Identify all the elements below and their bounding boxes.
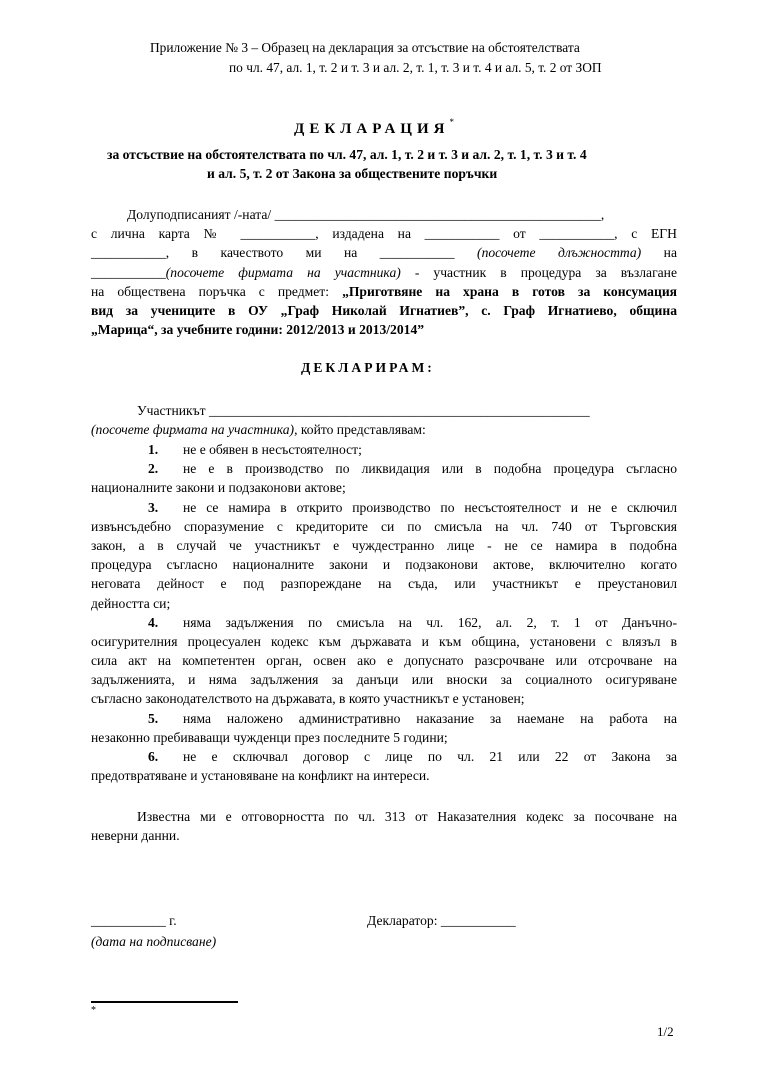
item-number: 5.	[148, 710, 159, 726]
item-line	[91, 632, 677, 651]
intro-line	[91, 320, 677, 339]
page-number: 1/2	[657, 1024, 674, 1039]
item-line	[91, 574, 677, 593]
item-number: 4.	[148, 614, 159, 630]
footnote-rule	[91, 1001, 238, 1003]
item-line	[91, 670, 677, 689]
intro-line	[91, 224, 677, 243]
declarant-line: Декларатор: ___________	[367, 913, 516, 928]
item-text: няма задължения по смисъла на чл. 162, ал. 2, т. 1 от Данъчно-	[183, 614, 677, 630]
date-caption: (дата на подписване)	[91, 934, 217, 949]
intro-text: - участник в процедура за възлагане	[400, 264, 677, 280]
item-text: сила акт на компетентен орган, освен ако е допуснато разсрочване или отсрочване на	[91, 653, 677, 669]
item-line	[91, 766, 677, 785]
item-text: не е в производство по ликвидация или в подобна процедура съгласно	[183, 461, 677, 477]
item-text: не е обявен в несъстоятелност;	[183, 442, 362, 457]
item-line	[91, 517, 677, 536]
intro-paragraph	[91, 205, 677, 339]
intro-text: Долуподписаният /-ната/ ________________________________________________,	[127, 207, 605, 222]
item-line	[91, 728, 677, 747]
item-text: съгласно законодателството на държавата, в която участникът е установен;	[91, 691, 525, 707]
item-line	[91, 478, 677, 497]
intro-text: на обществена поръчка с предмет:	[91, 283, 343, 299]
item-line	[91, 689, 677, 708]
subtitle-line-1: за отсъствие на обстоятелствата по чл. 47, ал. 1, т. 2 и т. 3 и ал. 2, т. 1, т. 3 и т. 4	[107, 147, 587, 162]
intro-line	[91, 301, 677, 320]
item-text: предотвратяване и установяване на конфликт на интереси.	[91, 768, 430, 784]
declaration-items	[91, 440, 677, 785]
header-line-2: по чл. 47, ал. 1, т. 2 и т. 3 и ал. 2, т. 1, т. 3 и т. 4 и ал. 5, т. 2 от ЗОП	[229, 60, 602, 75]
intro-line	[91, 282, 677, 301]
item-line	[91, 536, 677, 555]
subject-text: вид за учениците в ОУ „Граф Николай Игнатиев”, с. Граф Игнатиево, община	[91, 302, 677, 318]
intro-text: на	[641, 245, 677, 261]
item-line	[91, 651, 677, 670]
header-line-1: Приложение № 3 – Образец на декларация за отсъствие на обстоятелствата	[150, 40, 580, 55]
intro-text: с лична карта № ___________, издадена на ___________ от ___________, с ЕГН	[91, 226, 677, 242]
intro-text: ___________	[91, 264, 166, 280]
intro-line	[91, 263, 677, 282]
item-text: закон, а в случай че участникът е чуждестранно лице - не се намира в подобна	[91, 537, 677, 553]
participant-paragraph	[91, 401, 677, 439]
item-text: няма наложено административно наказание за наемане на работа на	[183, 710, 677, 726]
item-text: не е сключвал договор с лице по чл. 21 или 22 от Закона за	[183, 749, 677, 764]
subject-text: „Приготвяне на храна в готов за консумация	[342, 283, 678, 299]
position-hint: (посочете длъжността)	[477, 245, 642, 261]
subject-text: „Марица“, за учебните години: 2012/2013 и 2013/2014”	[91, 322, 425, 338]
item-text: незаконно пребиваващи чужденци през последните 5 години;	[91, 729, 448, 745]
participant-text: Участникът ________________________________________________________	[137, 403, 590, 418]
date-line: ___________ г.	[91, 913, 177, 928]
item-text: дейността си;	[91, 595, 171, 611]
subtitle-line-2: и ал. 5, т. 2 от Закона за обществените поръчки	[207, 166, 498, 181]
item-number: 3.	[148, 499, 159, 515]
liability-text: неверни данни.	[91, 828, 180, 844]
item-line	[91, 747, 677, 766]
title-text: ДЕКЛАРАЦИЯ	[294, 121, 450, 137]
item-text: не се намира в открито производство по несъстоятелност и не е сключил	[183, 499, 677, 515]
intro-text: ___________, в качеството ми на ___________	[91, 245, 478, 261]
intro-line	[91, 243, 677, 262]
liability-line	[91, 826, 677, 845]
item-line	[91, 594, 677, 613]
item-line	[91, 709, 677, 728]
item-text: процедура съгласно националните закони и подзаконови актове, включително когато	[91, 557, 677, 573]
item-line	[91, 498, 677, 517]
participant-line	[91, 401, 677, 420]
liability-text: Известна ми е отговорността по чл. 313 от Наказателния кодекс за посочване на	[137, 809, 677, 824]
liability-line	[91, 807, 677, 826]
item-number: 1.	[148, 442, 159, 457]
company-hint: (посочете фирмата на участника)	[165, 264, 401, 280]
document-title	[294, 117, 454, 138]
item-text: националните закони и подзаконови актове;	[91, 480, 346, 496]
participant-line	[91, 420, 677, 439]
footnote-mark: *	[91, 1005, 96, 1016]
item-text: задълженията, и няма задължения за данъци или вноски за социалното осигуряване	[91, 672, 677, 688]
liability-paragraph	[91, 807, 677, 845]
item-text: неговата дейност е под разпореждане на съда, или участникът е преустановил	[91, 576, 677, 592]
item-text: извънсъдебно споразумение с кредиторите си по смисъла на чл. 740 от Търговския	[91, 518, 677, 534]
intro-line	[91, 205, 677, 224]
item-number: 6.	[148, 749, 159, 764]
item-number: 2.	[148, 461, 159, 477]
participant-text: , който представлявам:	[294, 422, 426, 438]
company-hint: (посочете фирмата на участника)	[91, 422, 295, 438]
item-line	[91, 459, 677, 478]
title-footnote-mark: *	[449, 117, 454, 127]
declare-heading: ДЕКЛАРИРАМ:	[301, 360, 435, 375]
item-text: осигурителния процесуален кодекс към държавата и към община, установени с влязъл в	[91, 633, 677, 649]
item-line	[91, 555, 677, 574]
item-line	[91, 440, 677, 459]
item-line	[91, 613, 677, 632]
